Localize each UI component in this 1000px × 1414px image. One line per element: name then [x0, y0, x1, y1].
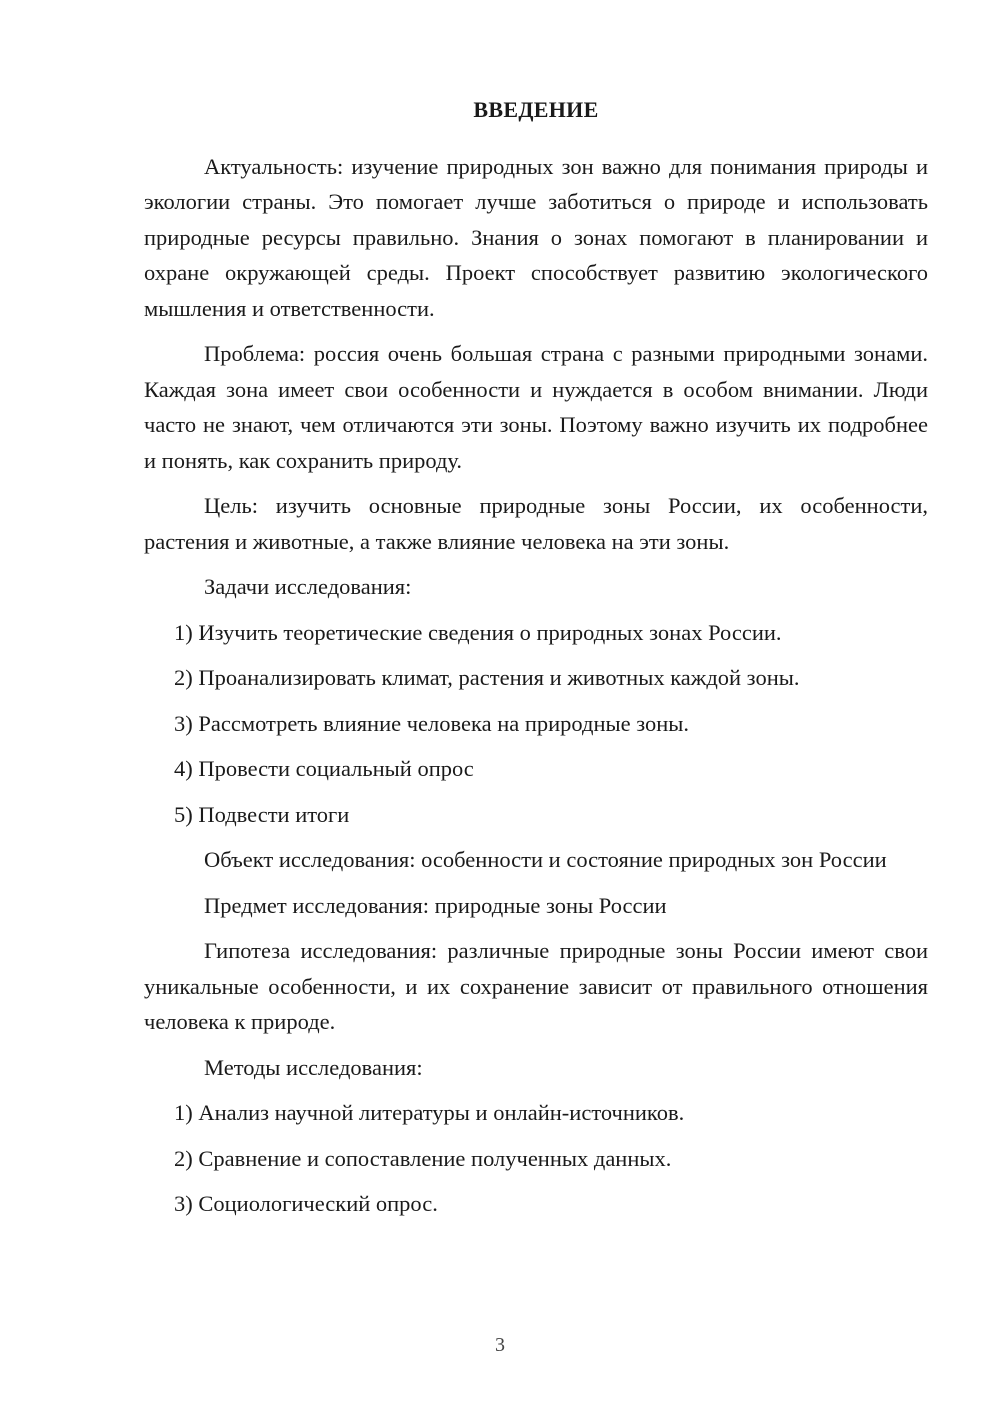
object-paragraph: Объект исследования: особенности и состояние природных зон России [204, 847, 887, 872]
hypothesis-paragraph: Гипотеза исследования: различные природные зоны России имеют свои уникальные особенности, и их сохранение зависит от правильного отношения человека к природе. [144, 938, 928, 1034]
task-item: 1) Изучить теоретические сведения о природных зонах России. [174, 619, 782, 645]
page-number: 3 [495, 1334, 505, 1356]
task-item: 3) Рассмотреть влияние человека на природные зоны. [174, 710, 690, 736]
relevance-paragraph: Актуальность: изучение природных зон важно для понимания природы и экологии страны. Это помогает лучше заботиться о природе и использовать природные ресурсы правильно. Знания о зонах помогают в планировании и охране окружающей среды. Проект способствует развитию экологического мышления и ответственности. [144, 153, 928, 321]
document-page [144, 92, 928, 1232]
task-item: 2) Проанализировать климат, растения и животных каждой зоны. [174, 665, 800, 690]
tasks-list [144, 615, 928, 833]
methods-heading: Методы исследования: [204, 1054, 423, 1080]
task-item: 4) Провести социальный опрос [174, 756, 474, 781]
subject-paragraph: Предмет исследования: природные зоны России [204, 892, 667, 918]
methods-list [144, 1095, 928, 1222]
section-title: ВВЕДЕНИЕ [473, 97, 599, 122]
tasks-heading: Задачи исследования: [204, 574, 412, 599]
task-item: 5) Подвести итоги [174, 801, 350, 827]
goal-paragraph: Цель: изучить основные природные зоны России, их особенности, растения и животные, а также влияние человека на эти зоны. [144, 493, 928, 554]
method-item: 3) Социологический опрос. [174, 1191, 438, 1216]
method-item: 1) Анализ научной литературы и онлайн-источников. [174, 1100, 685, 1125]
method-item: 2) Сравнение и сопоставление полученных данных. [174, 1145, 672, 1171]
problem-paragraph: Проблема: россия очень большая страна с разными природными зонами. Каждая зона имеет свои особенности и нуждается в особом внимании. Люди часто не знают, чем отличаются эти зоны. Поэтому важно изучить их подробнее и понять, как сохранить природу. [144, 341, 928, 473]
